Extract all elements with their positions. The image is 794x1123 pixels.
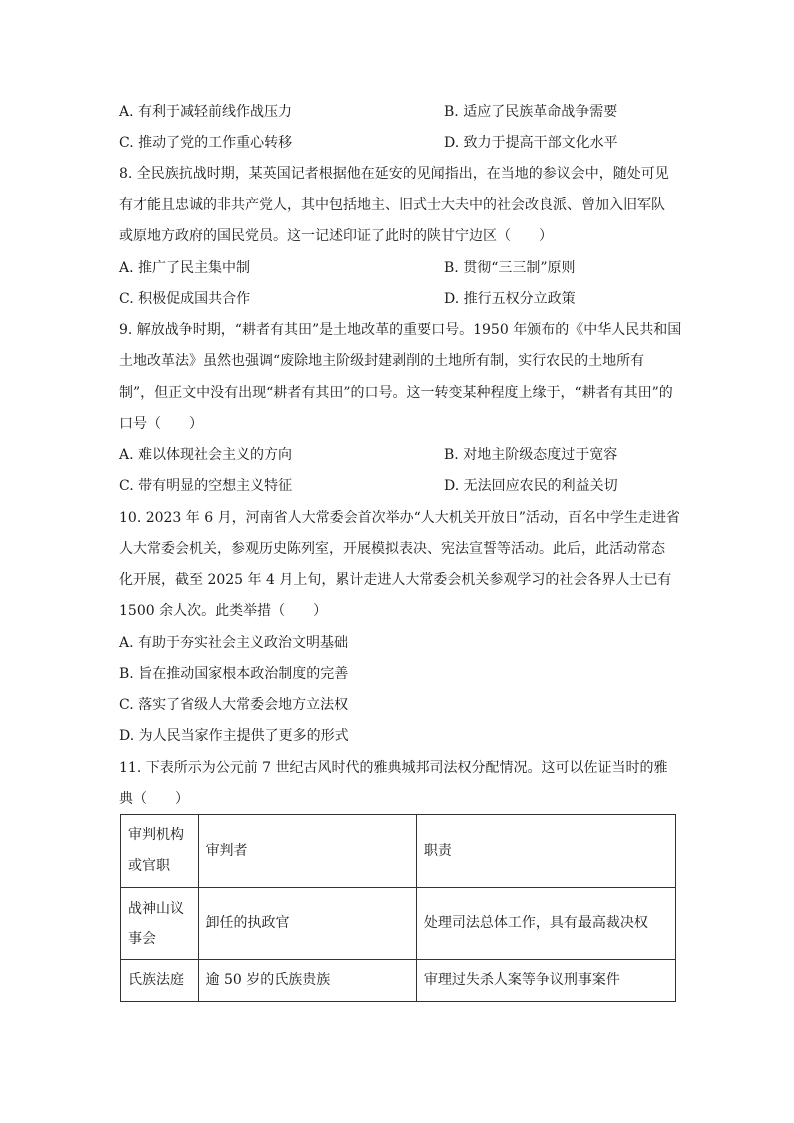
table-header-cell: 审判者 [198,815,416,888]
q9-option-b: B. 对地主阶级态度过于宽容 [444,447,618,463]
q8-option-d: D. 推行五权分立政策 [444,291,576,307]
table-row [121,888,676,960]
table-row [121,960,676,1002]
table-cell: 审理过失杀人案等争议刑事案件 [416,960,675,1002]
q10-stem-line-1: 10. 2023 年 6 月，河南省人大常委会首次举办“人大机关开放日”活动，百名中学生走进省 [119,510,680,526]
q9-stem-line-4: 口号（ ） [119,416,203,432]
q8-option-a: A. 推广了民主集中制 [119,260,251,276]
table-cell: 战神山议 事会 [121,888,199,960]
q10-stem-line-3: 化开展，截至 2025 年 4 月上旬，累计走进人大常委会机关参观学习的社会各界人士已有 [119,572,672,588]
q9-stem-line-1: 9. 解放战争时期，“耕者有其田”是土地改革的重要口号。1950 年颁布的《中华人民共和国 [119,322,682,338]
q11-stem-line-1: 11. 下表所示为公元前 7 世纪古风时代的雅典城邦司法权分配情况。这可以佐证当时的雅 [119,760,668,776]
q10-stem-line-4: 1500 余人次。此类举措（ ） [119,603,328,619]
q8-option-c: C. 积极促成国共合作 [119,291,251,307]
table-header-cell: 审判机构 或官职 [121,815,199,888]
q8-stem-line-2: 有才能且忠诚的非共产党人，其中包括地主、旧式士大夫中的社会改良派、曾加入旧军队 [119,197,665,213]
q11-stem-line-2: 典（ ） [119,791,189,807]
q9-option-a: A. 难以体现社会主义的方向 [119,447,293,463]
table-cell: 逾 50 岁的氏族贵族 [198,960,416,1002]
q9-option-c: C. 带有明显的空想主义特征 [119,478,293,494]
q8-option-b: B. 贯彻“三三制”原则 [444,260,576,276]
q7-option-c: C. 推动了党的工作重心转移 [119,135,293,151]
table-cell: 卸任的执政官 [198,888,416,960]
q10-option-a: A. 有助于夯实社会主义政治文明基础 [119,635,349,651]
q10-stem-line-2: 人大常委会机关，参观历史陈列室，开展模拟表决、宪法宣誓等活动。此后，此活动常态 [119,541,665,557]
table-cell: 氏族法庭 [121,960,199,1002]
judicial-power-table [120,814,676,1002]
q9-stem-line-2: 土地改革法》虽然也强调“废除地主阶级封建剥削的土地所有制，实行农民的土地所有 [119,353,645,369]
q10-option-d: D. 为人民当家作主提供了更多的形式 [119,728,349,744]
q7-option-d: D. 致力于提高干部文化水平 [444,135,618,151]
table-header-cell: 职责 [416,815,675,888]
q10-option-b: B. 旨在推动国家根本政治制度的完善 [119,666,349,682]
table-header-row [121,815,676,888]
q8-stem-line-1: 8. 全民族抗战时期，某英国记者根据他在延安的见闻指出，在当地的参议会中，随处可见 [119,166,669,182]
q9-option-d: D. 无法回应农民的利益关切 [444,478,618,494]
q10-option-c: C. 落实了省级人大常委会地方立法权 [119,697,349,713]
q7-option-b: B. 适应了民族革命战争需要 [444,104,618,120]
q7-option-a: A. 有利于减轻前线作战压力 [119,104,293,120]
q8-stem-line-3: 或原地方政府的国民党员。这一记述印证了此时的陕甘宁边区（ ） [119,228,553,244]
table-cell: 处理司法总体工作，具有最高裁决权 [416,888,675,960]
q9-stem-line-3: 制”，但正文中没有出现“耕者有其田”的口号。这一转变某种程度上缘于，“耕者有其田”的 [119,385,673,401]
